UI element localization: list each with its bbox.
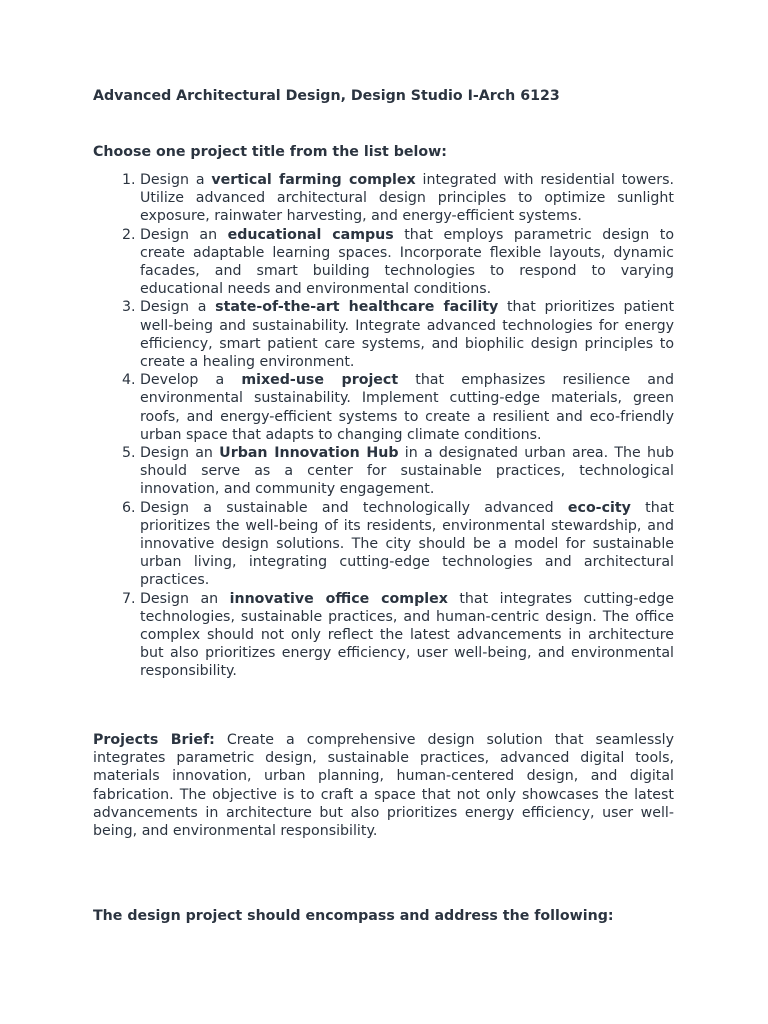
project-item-mixed-use: 4. Develop a mixed-use project that emphasizes resilience and environmental sustainability. Implement cutting-edge materials, green roofs, and energy-efficient systems to create a resilient and eco-friendly urban space that adapts to changing climate conditions. [140, 371, 674, 444]
project-item-vertical-farming: 1. Design a vertical farming complex integrated with residential towers. Utilize advanced architectural design principles to optimize sunlight exposure, rainwater harvesting, and energy-efficient systems. [140, 171, 674, 226]
project-item-eco-city: 6. Design a sustainable and technologically advanced eco-city that prioritizes the well-being of its residents, environmental stewardship, and innovative design solutions. The city should be a model for sustainable urban living, integrating cutting-edge technologies and architectural practices. [140, 499, 674, 590]
project-item-healthcare-facility: 3. Design a state-of-the-art healthcare facility that prioritizes patient well-being and sustainability. Integrate advanced technologies for energy efficiency, smart patient care systems, and biophilic design principles to create a healing environment. [140, 298, 674, 371]
project-item-educational-campus: 2. Design an educational campus that employs parametric design to create adaptable learning spaces. Incorporate flexible layouts, dynamic facades, and smart building technologies to respond to varying educational needs and environmental conditions. [140, 226, 674, 299]
project-title-urban-innovation-hub: Urban Innovation Hub [219, 445, 399, 462]
document-title: Advanced Architectural Design, Design Studio I-Arch 6123 [93, 88, 560, 104]
choose-project-heading: Choose one project title from the list below: [93, 144, 447, 160]
project-title-eco-city: eco-city [567, 499, 631, 516]
project-list [93, 171, 674, 681]
projects-brief-text: Create a comprehensive design solution that seamlessly integrates parametric design, sustainable practices, advanced digital tools, materials innovation, urban planning, human-centered design, and digital fabrication. The objective is to craft a space that not only showcases the latest advancements in architecture but also prioritizes energy efficiency, user well-being, and environmental responsibility. [93, 732, 674, 840]
encompass-heading: The design project should encompass and address the following: [93, 908, 614, 924]
project-item-urban-innovation-hub: 5. Design an Urban Innovation Hub in a designated urban area. The hub should serve as a center for sustainable practices, technological innovation, and community engagement. [140, 444, 674, 499]
project-title-mixed-use: mixed-use project [241, 372, 399, 389]
project-title-office-complex: innovative office complex [229, 590, 448, 607]
project-title-healthcare-facility: state-of-the-art healthcare facility [215, 299, 499, 316]
project-title-vertical-farming: vertical farming complex [211, 172, 416, 188]
project-item-office-complex: 7. Design an innovative office complex that integrates cutting-edge technologies, sustainable practices, and human-centric design. The office complex should not only reflect the latest advancements in architecture but also prioritizes energy efficiency, user well-being, and environmental responsibility. [140, 590, 674, 681]
projects-brief [93, 731, 674, 840]
projects-brief-label: Projects Brief: [93, 732, 215, 748]
project-title-educational-campus: educational campus [227, 226, 394, 243]
